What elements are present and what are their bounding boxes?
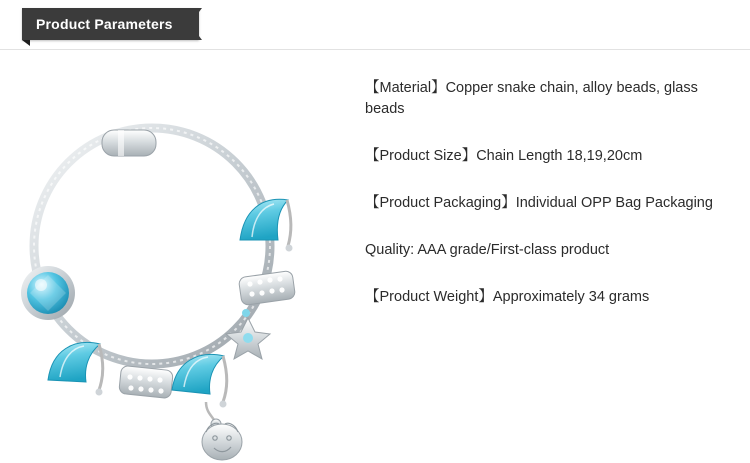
specification-column (345, 50, 750, 463)
section-ribbon (22, 8, 199, 40)
pave-tube-bead-lower (119, 365, 174, 398)
content-area (0, 50, 750, 463)
spec-quality: Quality: AAA grade/First-class product (365, 242, 610, 258)
ribbon-tail-shape (190, 8, 202, 40)
product-image-column (0, 50, 345, 463)
pave-tube-bead-upper (238, 270, 295, 305)
dangle-charm (202, 402, 242, 460)
page-header (0, 0, 750, 50)
product-image (0, 50, 345, 463)
round-gem-bead (21, 266, 75, 320)
spec-product-size: 【Product Size】Chain Length 18,19,20cm (365, 148, 643, 164)
spec-product-weight: 【Product Weight】Approximately 34 grams (365, 289, 650, 305)
page-title: Product Parameters (36, 16, 173, 32)
ribbon-fold-shape (22, 40, 30, 46)
spec-material: 【Material】Copper snake chain, alloy beads, glass beads (365, 80, 698, 117)
spec-product-packaging: 【Product Packaging】Individual OPP Bag Packaging (365, 195, 713, 211)
clasp (102, 130, 156, 156)
